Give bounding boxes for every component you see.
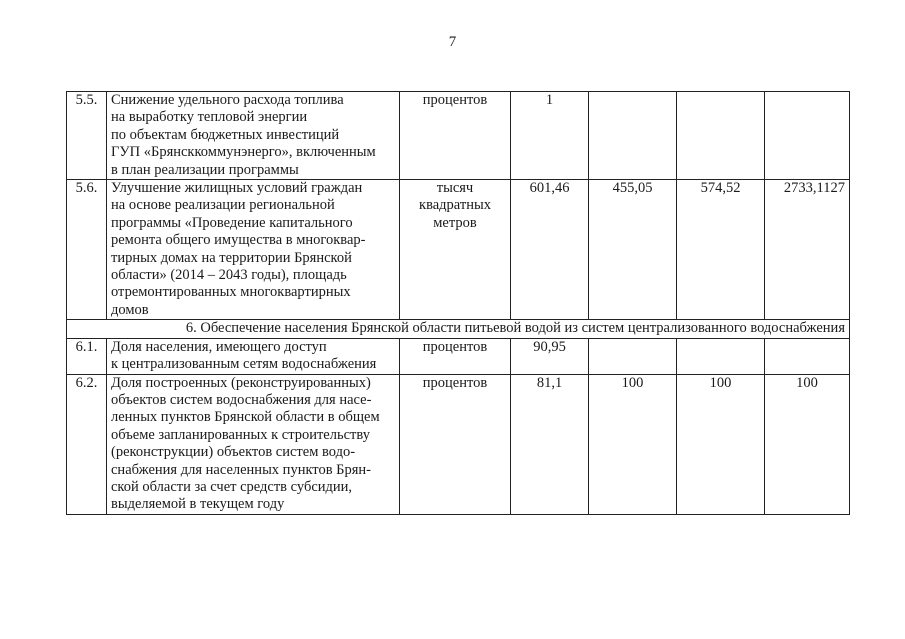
unit-cell xyxy=(400,92,511,180)
text-line: ГУП «Брянсккоммунэнерго», включенным xyxy=(111,144,376,161)
text-line: процентов xyxy=(422,374,488,391)
unit-cell xyxy=(400,180,511,320)
unit-cell xyxy=(400,374,511,514)
text-line: процентов xyxy=(422,92,488,108)
text-line: Улучшение жилищных условий граждан xyxy=(111,180,363,197)
text-line: по объектам бюджетных инвестиций xyxy=(111,126,340,143)
text-line: выделяемой в текущем году xyxy=(111,496,285,513)
value-cell xyxy=(677,92,765,180)
text-line: квадратных xyxy=(419,197,491,214)
value-cell: 100 xyxy=(765,374,850,514)
text-line: ремонта общего имущества в многоквар- xyxy=(111,232,366,249)
text-line: метров xyxy=(433,214,477,231)
text-line: программы «Проведение капитального xyxy=(111,214,353,231)
indicator-name xyxy=(107,180,400,320)
text-line: объеме запланированных к строительству xyxy=(111,426,370,443)
value-cell: 100 xyxy=(589,374,677,514)
text-line: Снижение удельного расхода топлива xyxy=(111,92,344,108)
unit-cell xyxy=(400,338,511,374)
section-row xyxy=(67,320,850,338)
value-cell: 81,1 xyxy=(511,374,589,514)
value-cell: 1 xyxy=(511,92,589,180)
text-line: тирных домах на территории Брянской xyxy=(111,249,352,266)
row-number: 6.1. xyxy=(67,338,107,374)
table-row xyxy=(67,374,850,514)
text-line: на основе реализации региональной xyxy=(111,197,335,214)
value-cell xyxy=(765,338,850,374)
text-line: к централизованным сетям водоснабжения xyxy=(111,356,377,373)
text-line: объектов систем водоснабжения для насе- xyxy=(111,391,372,408)
page-number: 7 xyxy=(448,34,457,50)
text-line: домов xyxy=(111,301,149,318)
text-line: ской области за счет средств субсидии, xyxy=(111,478,353,495)
indicator-name xyxy=(107,92,400,180)
value-cell xyxy=(589,338,677,374)
indicators-table xyxy=(66,91,850,515)
value-cell: 601,46 xyxy=(511,180,589,320)
text-line: снабжения для населенных пунктов Брян- xyxy=(111,461,372,478)
value-cell: 90,95 xyxy=(511,338,589,374)
row-number: 5.6. xyxy=(67,180,107,320)
section-heading: 6. Обеспечение населения Брянской области питьевой водой из систем централизованного водоснабжения xyxy=(67,320,850,338)
indicator-name xyxy=(107,374,400,514)
text-line: на выработку тепловой энергии xyxy=(111,109,308,126)
text-line: тысяч xyxy=(436,180,474,197)
row-number: 5.5. xyxy=(67,92,107,180)
text-line: (реконструкции) объектов систем водо- xyxy=(111,444,356,461)
value-cell: 574,52 xyxy=(677,180,765,320)
row-number: 6.2. xyxy=(67,374,107,514)
text-line: области» (2014 – 2043 годы), площадь xyxy=(111,267,347,284)
text-line: в план реализации программы xyxy=(111,161,299,178)
indicator-name xyxy=(107,338,400,374)
table-row xyxy=(67,92,850,180)
text-line: Доля населения, имеющего доступ xyxy=(111,338,327,355)
text-line: Доля построенных (реконструированных) xyxy=(111,374,371,391)
table-row xyxy=(67,180,850,320)
value-cell xyxy=(589,92,677,180)
text-line: отремонтированных многоквартирных xyxy=(111,284,351,301)
value-cell: 455,05 xyxy=(589,180,677,320)
text-line: ленных пунктов Брянской области в общем xyxy=(111,409,380,426)
value-cell: 2733,1127 xyxy=(765,180,850,320)
table-row xyxy=(67,338,850,374)
value-cell xyxy=(677,338,765,374)
value-cell xyxy=(765,92,850,180)
value-cell: 100 xyxy=(677,374,765,514)
text-line: процентов xyxy=(422,338,488,355)
